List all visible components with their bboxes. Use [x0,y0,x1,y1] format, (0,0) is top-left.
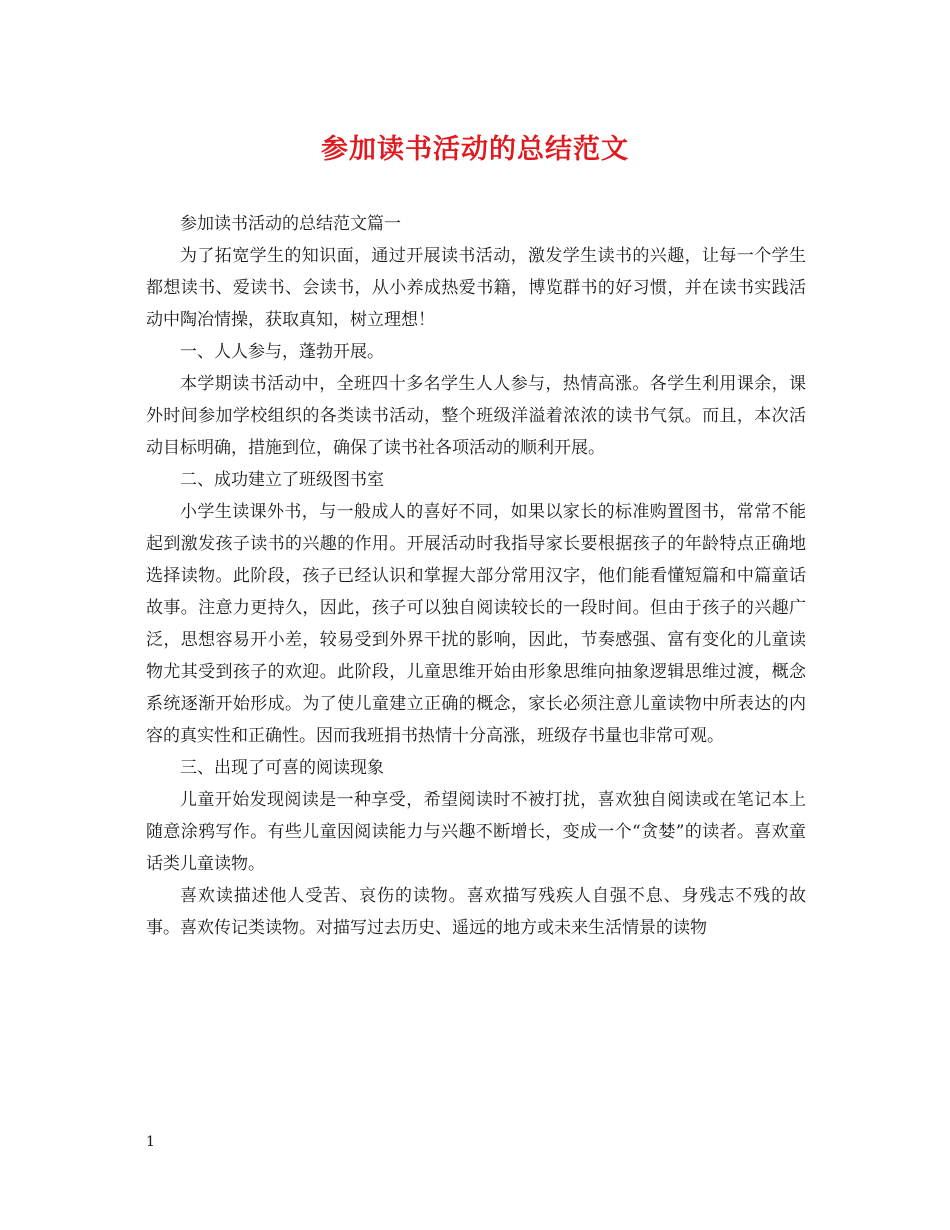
section-heading: 一、人人参与，蓬勃开展。 [180,342,384,362]
section-heading: 三、出现了可喜的阅读现象 [180,758,384,778]
page-number: 1 [146,1134,155,1150]
section-heading: 二、成功建立了班级图书室 [180,470,384,490]
section-heading: 参加读书活动的总结范文篇一 [180,214,401,234]
paragraph: 儿童开始发现阅读是一种享受，希望阅读时不被打扰，喜欢独自阅读或在笔记本上随意涂鸦写作。有些儿童因阅读能力与兴趣不断增长，变成一个“贪婪”的读者。喜欢童话类儿童读物。 [146,790,806,874]
document-title: 参加读书活动的总结范文 [321,134,629,165]
paragraph: 本学期读书活动中，全班四十多名学生人人参与，热情高涨。各学生利用课余，课外时间参加学校组织的各类读书活动，整个班级洋溢着浓浓的读书气氛。而且，本次活动目标明确，措施到位，确保了读书社各项活动的顺利开展。 [146,374,806,458]
paragraph: 喜欢读描述他人受苦、哀伤的读物。喜欢描写残疾人自强不息、身残志不残的故事。喜欢传记类读物。对描写过去历史、遥远的地方或未来生活情景的读物 [146,886,806,938]
paragraph: 小学生读课外书，与一般成人的喜好不同，如果以家长的标准购置图书，常常不能起到激发孩子读书的兴趣的作用。开展活动时我指导家长要根据孩子的年龄特点正确地选择读物。此阶段，孩子已经认识和掌握大部分常用汉字，他们能看懂短篇和中篇童话故事。注意力更持久，因此，孩子可以独自阅读较长的一段时间。但由于孩子的兴趣广泛，思想容易开小差，较易受到外界干扰的影响，因此，节奏感强、富有变化的儿童读物尤其受到孩子的欢迎。此阶段，儿童思维开始由形象思维向抽象逻辑思维过渡，概念系统逐渐开始形成。为了使儿童建立正确的概念，家长必须注意儿童读物中所表达的内容的真实性和正确性。因而我班捐书热情十分高涨，班级存书量也非常可观。 [146,502,806,746]
paragraph: 为了拓宽学生的知识面，通过开展读书活动，激发学生读书的兴趣，让每一个学生都想读书、爱读书、会读书，从小养成热爱书籍，博览群书的好习惯，并在读书实践活动中陶冶情操，获取真知，树立理想！ [146,246,806,330]
document-body [146,208,806,944]
